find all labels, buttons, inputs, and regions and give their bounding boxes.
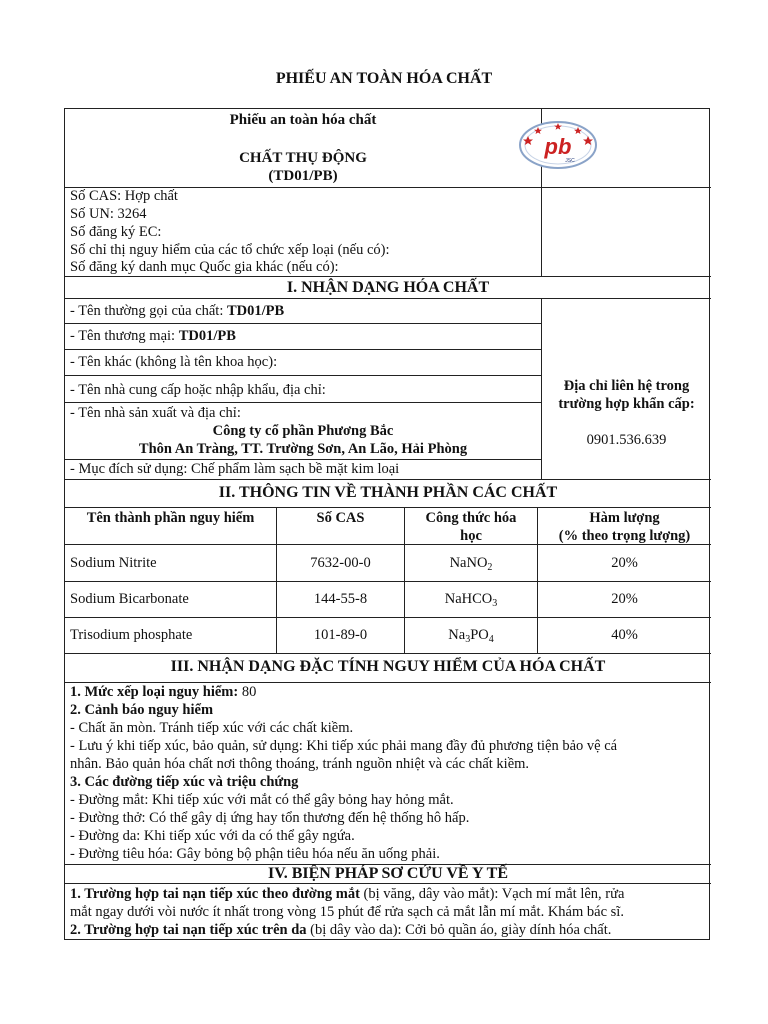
table-row-formula: [405, 626, 537, 649]
registration-line: Số đăng ký EC:: [70, 224, 162, 240]
common-name-value: TD01/PB: [227, 303, 285, 319]
common-name: [70, 302, 284, 320]
formula-sub: 2: [487, 562, 493, 573]
company-logo: [518, 120, 598, 170]
logo-subtext: JSC: [565, 158, 575, 164]
registration-line: Số CAS: Hợp chất: [70, 188, 178, 204]
table-row-formula: [405, 590, 537, 613]
table-row-name: Sodium Bicarbonate: [70, 591, 189, 607]
table-row-content: 20%: [611, 555, 638, 571]
rule: [65, 479, 711, 480]
table-row-cas: 101-89-0: [313, 627, 368, 643]
trade-name: [70, 327, 236, 345]
company-name: Công ty cổ phần Phương Bắc: [212, 423, 394, 439]
warning-line: nhân. Bảo quản hóa chất nơi thông thoáng, tránh nguồn nhiệt và các chất kiềm.: [70, 756, 530, 772]
formula-sub: 4: [488, 634, 494, 645]
formula-part: PO: [470, 627, 489, 643]
company-address: Thôn An Tràng, TT. Trường Sơn, An Lão, Hải Phòng: [138, 441, 468, 457]
rule: [65, 507, 711, 508]
table-row-cas: 144-55-8: [313, 591, 368, 607]
rule: [65, 653, 711, 654]
col-header-content: [538, 509, 711, 545]
formula-part: NaHCO: [444, 591, 493, 607]
route-line: - Đường tiêu hóa: Gây bỏng bộ phận tiêu hóa nếu ăn uống phải.: [70, 846, 440, 862]
trade-name-label: - Tên thương mại:: [70, 328, 179, 344]
section-3-title: III. NHẬN DẠNG ĐẶC TÍNH NGUY HIỂM CỦA HÓA CHẤT: [170, 658, 606, 675]
hazard-rating-label: 1. Mức xếp loại nguy hiểm:: [70, 684, 239, 700]
route-line: - Đường thở: Có thể gây dị ứng hay tổn thương đến hệ thống hô hấp.: [70, 810, 470, 826]
col-header-formula-2: học: [460, 528, 482, 544]
section-4-title: IV. BIỆN PHÁP SƠ CỨU VỀ Y TẾ: [267, 865, 509, 882]
logo-text: pb: [544, 134, 572, 159]
hazard-rating: [70, 683, 256, 701]
routes-title: 3. Các đường tiếp xúc và triệu chứng: [70, 774, 299, 790]
col-header-formula-1: Công thức hóa: [425, 510, 517, 526]
table-row-cas: 7632-00-0: [310, 555, 371, 571]
col-header-cas: Số CAS: [316, 510, 365, 526]
hazard-rating-value: 80: [238, 684, 257, 700]
manufacturer: - Tên nhà sản xuất và địa chỉ:: [70, 405, 241, 421]
col-header-content-2: (% theo trọng lượng): [558, 528, 691, 544]
formula-sub: 3: [492, 598, 498, 609]
rule: [65, 298, 711, 299]
col-header-content-1: Hàm lượng: [589, 510, 660, 526]
first-aid-skin-text: (bị dây vào da): Cởi bỏ quần áo, giày dính hóa chất.: [306, 922, 612, 938]
formula-sub: 3: [465, 634, 471, 645]
first-aid-skin-label: 2. Trường hợp tai nạn tiếp xúc trên da: [70, 922, 307, 938]
table-row-name: Sodium Nitrite: [70, 555, 157, 571]
rule: [65, 375, 541, 376]
registration-line: Số đăng ký danh mục Quốc gia khác (nếu có):: [70, 259, 339, 275]
section-2-title: II. THÔNG TIN VỀ THÀNH PHẦN CÁC CHẤT: [218, 484, 558, 501]
purpose: - Mục đích sử dụng: Chế phẩm làm sạch bề mặt kim loại: [70, 461, 400, 477]
route-line: - Đường da: Khi tiếp xúc với da có thể gây ngứa.: [70, 828, 355, 844]
warning-title: 2. Cảnh báo nguy hiểm: [70, 702, 214, 718]
col-header-formula: [405, 509, 537, 545]
registration-line: Số UN: 3264: [70, 206, 147, 222]
emergency-label-1: Địa chỉ liên hệ trong: [563, 378, 690, 394]
rule: [65, 581, 711, 582]
route-line: - Đường mắt: Khi tiếp xúc với mắt có thể gây bỏng hay hỏng mắt.: [70, 792, 454, 808]
table-row-content: 20%: [611, 591, 638, 607]
first-aid-eye: [70, 885, 624, 903]
rule: [65, 276, 711, 277]
emergency-label-2: trường hợp khẩn cấp:: [558, 396, 695, 412]
header-line1: Phiếu an toàn hóa chất: [229, 112, 377, 128]
trade-name-value: TD01/PB: [178, 328, 236, 344]
rule: [65, 323, 541, 324]
first-aid-skin: [70, 921, 611, 939]
first-aid-eye-label: 1. Trường hợp tai nạn tiếp xúc theo đường mắt: [70, 886, 360, 902]
emergency-phone: 0901.536.639: [586, 432, 667, 448]
common-name-label: - Tên thường gọi của chất:: [70, 303, 227, 319]
supplier: - Tên nhà cung cấp hoặc nhập khẩu, địa chỉ:: [70, 382, 326, 398]
first-aid-eye-text: (bị văng, dây vào mắt): Vạch mí mắt lên, rửa: [359, 886, 625, 902]
other-name: - Tên khác (không là tên khoa học):: [70, 354, 278, 370]
rule: [65, 883, 711, 884]
col-header-name: Tên thành phần nguy hiểm: [86, 510, 255, 526]
formula-part: Na: [448, 627, 466, 643]
formula-part: NaNO: [449, 555, 488, 571]
table-row-formula: [405, 554, 537, 577]
first-aid-eye-text-2: mắt ngay dưới vòi nước ít nhất trong vòng 15 phút để rửa sạch cả mắt lẫn mí mắt. Khám bác sĩ.: [70, 904, 624, 920]
safety-data-sheet: [64, 108, 710, 940]
registration-line: Số chỉ thị nguy hiểm của các tổ chức xếp loại (nếu có):: [70, 242, 390, 258]
table-row-name: Trisodium phosphate: [70, 627, 193, 643]
header-line3: (TD01/PB): [268, 168, 338, 184]
header-line2: CHẤT THỤ ĐỘNG: [239, 150, 367, 166]
rule: [65, 617, 711, 618]
warning-line: - Chất ăn mòn. Tránh tiếp xúc với các chất kiềm.: [70, 720, 354, 736]
warning-line: - Lưu ý khi tiếp xúc, bảo quản, sử dụng: Khi tiếp xúc phải mang đầy đủ phương tiện bảo vệ cá: [70, 738, 618, 754]
document-title: PHIẾU AN TOÀN HÓA CHẤT: [275, 70, 493, 87]
rule: [65, 349, 541, 350]
section-1-title: I. NHẬN DẠNG HÓA CHẤT: [286, 279, 490, 296]
rule: [65, 402, 541, 403]
table-row-content: 40%: [611, 627, 638, 643]
